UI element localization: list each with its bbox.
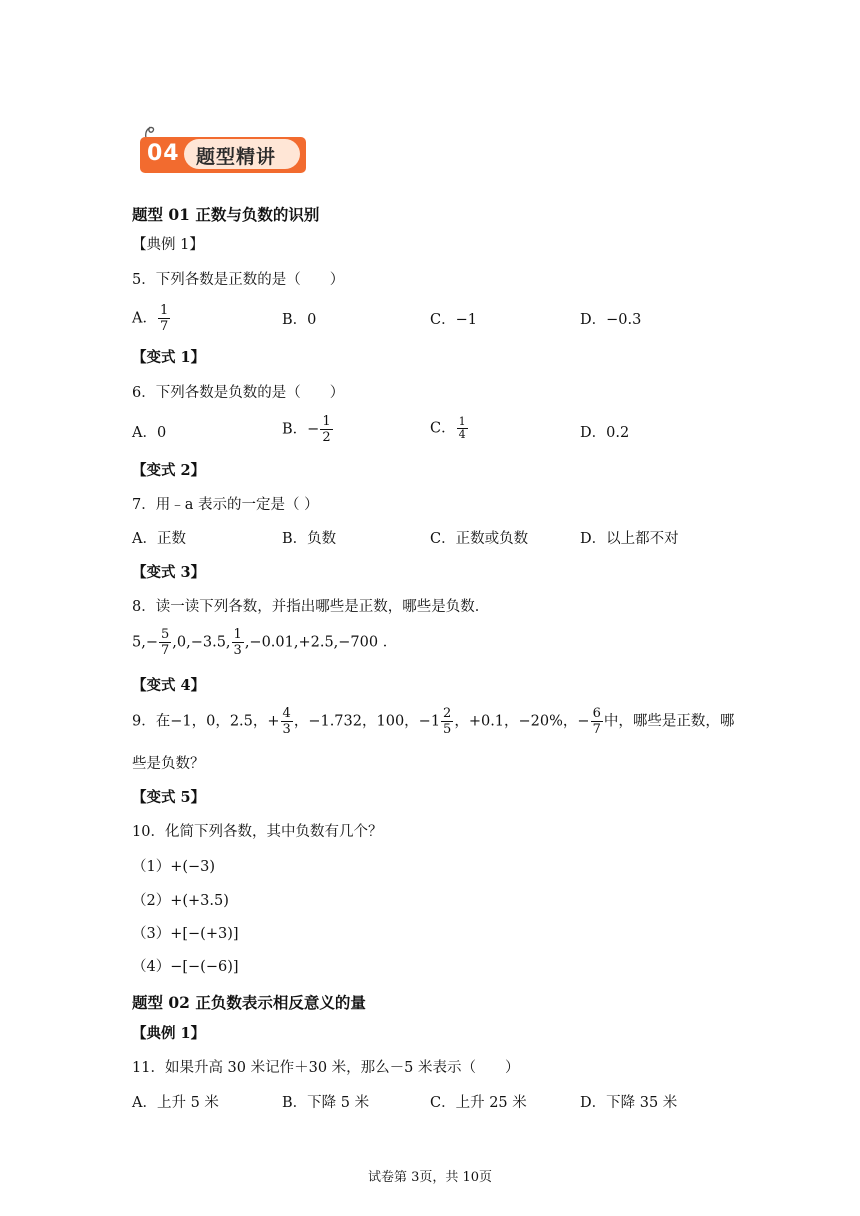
section-title-1: 题型 01 正数与负数的识别 — [132, 205, 320, 224]
question-6-option-d: D．0.2 — [580, 425, 630, 441]
question-7-option-b: B．负数 — [282, 531, 337, 547]
fraction: $\frac{1}{4}$ — [458, 415, 466, 441]
question-10-item: （4）−[−(−6)] — [132, 959, 239, 975]
fraction: $\frac{1}{2}$ — [322, 414, 331, 445]
question-7-option-d: D．以上都不对 — [580, 531, 679, 547]
variant-tag-5: 【变式 5】 — [132, 789, 206, 806]
question-5-stem: 5．下列各数是正数的是（ ） — [132, 272, 345, 288]
question-5-option-a — [132, 303, 171, 334]
question-6-stem: 6．下列各数是负数的是（ ） — [132, 385, 345, 401]
question-5-option-b: B．0 — [282, 312, 317, 328]
question-10-stem: 10．化简下列各数，其中负数有几个？ — [132, 824, 383, 840]
question-8-stem: 8．读一读下列各数，并指出哪些是正数，哪些是负数． — [132, 599, 490, 615]
fraction: $\frac{5}{7}$ — [160, 627, 170, 658]
question-6-option-b: B．− $\frac{1}{2}$ — [282, 414, 331, 445]
fraction: $\frac{6}{7}$ — [592, 706, 601, 737]
variant-tag-3: 【变式 3】 — [132, 564, 206, 581]
question-5-option-d: D．−0.3 — [580, 312, 642, 328]
question-6-option-c: C． $\frac{1}{4}$ — [430, 415, 466, 441]
section-badge — [140, 133, 306, 175]
example-tag: 【典例 1】 — [132, 1025, 206, 1042]
fraction: $\frac{2}{5}$ — [443, 706, 452, 737]
question-10-item: （1）+(−3) — [132, 859, 216, 875]
question-7-option-c: C．正数或负数 — [430, 531, 529, 547]
question-6-option-a: A．0 — [132, 425, 167, 441]
question-11-option-d: D．下降 35 米 — [580, 1095, 678, 1111]
badge-title: 题型精讲 — [196, 146, 277, 168]
question-11-option-a: A．上升 5 米 — [132, 1095, 219, 1111]
variant-tag-2: 【变式 2】 — [132, 462, 206, 479]
question-9-stem-line2: 些是负数？ — [132, 756, 205, 772]
question-10-item: （3）+[−(+3)] — [132, 926, 239, 942]
fraction: $\frac{4}{3}$ — [282, 706, 291, 737]
example-tag: 【典例 1】 — [132, 237, 204, 253]
question-7-option-a: A．正数 — [132, 531, 186, 547]
fraction: $\frac{1}{7}$ — [159, 303, 169, 334]
question-11-option-b: B．下降 5 米 — [282, 1095, 370, 1111]
section-title-2: 题型 02 正负数表示相反意义的量 — [132, 993, 366, 1012]
question-5-option-c: C．−1 — [430, 312, 477, 328]
variant-tag-1: 【变式 1】 — [132, 349, 206, 366]
question-11-stem: 11．如果升高 30 米记作＋30 米，那么－5 米表示（ ） — [132, 1060, 520, 1076]
fraction: $\frac{1}{3}$ — [233, 627, 242, 658]
question-9-stem: 9．在−1，0，2.5，+ $\frac{4}{3}$ ，−1.732，100，−1 $\frac{2}{5}$ ，+0.1，−20%，− $\frac{6}{7}$ 中，哪些是正数，哪 — [132, 706, 735, 737]
question-11-option-c: C．上升 25 米 — [430, 1095, 527, 1111]
page-footer: 试卷第 3页，共 10页 — [367, 1170, 493, 1185]
question-8-number-list: 5,− $\frac{5}{7}$ ,0,−3.5, $\frac{1}{3}$ ,−0.01,+2.5,−700 ． — [132, 627, 398, 658]
question-10-item: （2）+(+3.5) — [132, 893, 229, 909]
badge-number: 04 — [147, 141, 180, 166]
variant-tag-4: 【变式 4】 — [132, 677, 206, 694]
question-7-stem: 7．用﹣a 表示的一定是（ ） — [132, 497, 319, 513]
option-a-label: A． — [132, 310, 157, 327]
